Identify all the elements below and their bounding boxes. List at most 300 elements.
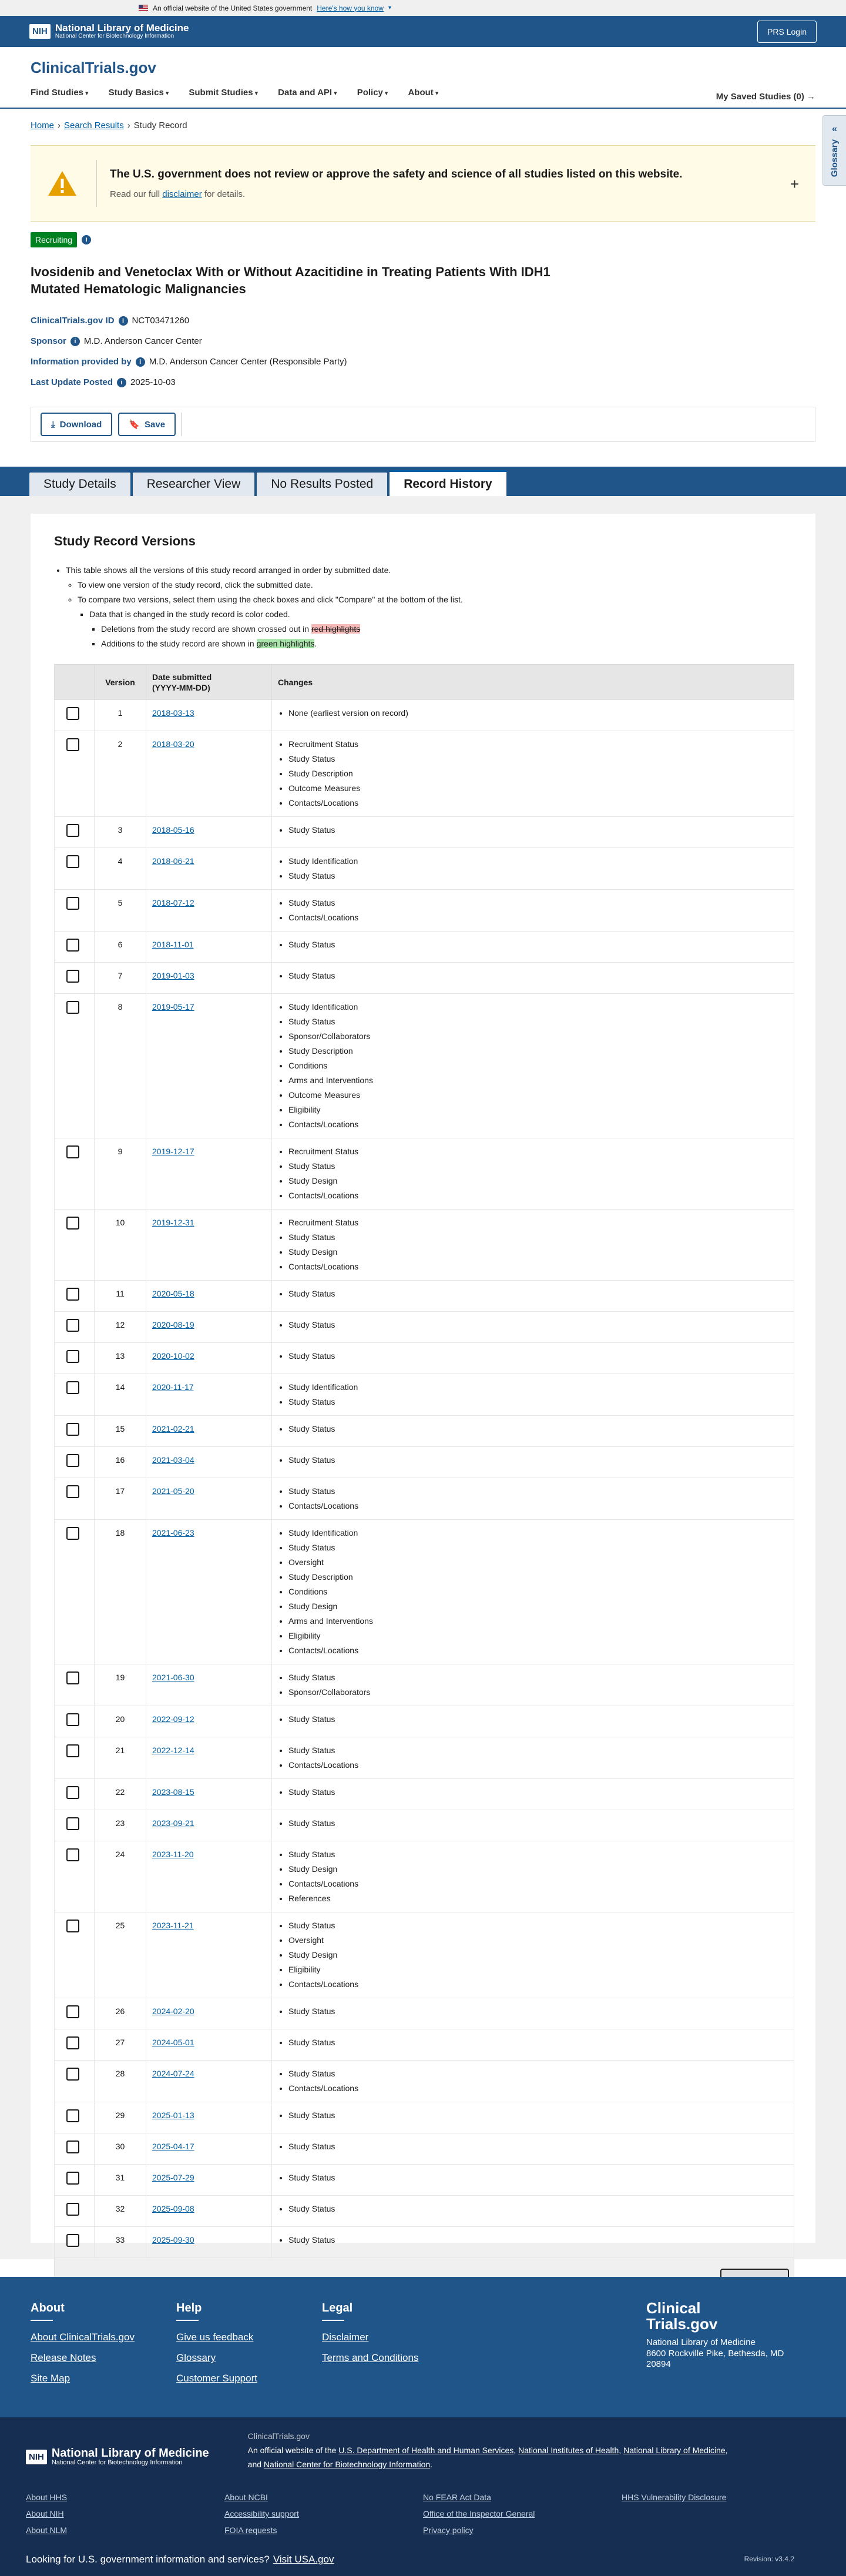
main-nav: [31, 88, 815, 98]
version-date-link[interactable]: 2018-07-12: [152, 898, 194, 908]
table-row: [55, 932, 794, 963]
version-date-link[interactable]: 2021-06-30: [152, 1673, 194, 1683]
select-cell: [55, 1706, 95, 1737]
table-header-row: [55, 665, 794, 700]
change-item: • Study Status: [288, 1318, 788, 1332]
version-date-link[interactable]: 2025-09-08: [152, 2204, 194, 2214]
table-row: [55, 2102, 794, 2133]
info-icon[interactable]: i: [136, 357, 145, 367]
table-row: [55, 1312, 794, 1343]
date-cell: [146, 1447, 272, 1478]
changes-cell: [272, 1841, 794, 1912]
nlm-footer-ct: ClinicalTrials.gov: [247, 2431, 310, 2441]
link-about-nlm[interactable]: About NLM: [26, 2525, 68, 2535]
version-checkbox[interactable]: [66, 1217, 79, 1230]
changes-cell: [272, 1281, 794, 1312]
changes-cell: [272, 1779, 794, 1810]
table-row: [55, 1810, 794, 1841]
table-row: [55, 2227, 794, 2258]
tab-researcher-view[interactable]: Researcher View: [133, 473, 255, 496]
change-item: • Study Status: [288, 752, 788, 766]
link-about-ncbi[interactable]: About NCBI: [224, 2493, 268, 2503]
date-cell: [146, 817, 272, 848]
version-number: 2: [95, 731, 146, 817]
version-date-link[interactable]: 2025-01-13: [152, 2111, 194, 2121]
version-checkbox[interactable]: [66, 2109, 79, 2122]
version-checkbox[interactable]: [66, 2068, 79, 2081]
version-checkbox[interactable]: [66, 1920, 79, 1932]
glossary-tab[interactable]: [822, 115, 846, 186]
link-vulnerability[interactable]: HHS Vulnerability Disclosure: [622, 2493, 727, 2503]
revision-text: Revision: v3.4.2: [744, 2555, 794, 2564]
version-number: 24: [95, 1841, 146, 1912]
select-cell: [55, 1281, 95, 1312]
version-date-link[interactable]: 2020-08-19: [152, 1320, 194, 1330]
alert-body: [110, 189, 683, 199]
link-foia[interactable]: FOIA requests: [224, 2525, 277, 2535]
version-checkbox[interactable]: [66, 1485, 79, 1498]
table-row: [55, 994, 794, 1138]
version-date-link[interactable]: 2022-09-12: [152, 1714, 194, 1724]
instruction-deletions: ▪ Deletions from the study record are shown crossed out in red highlights: [101, 622, 792, 637]
gov-banner-link[interactable]: Here's how you know: [317, 4, 384, 12]
meta-row-id: [31, 310, 815, 331]
disclaimer-link[interactable]: disclaimer: [162, 189, 202, 199]
main-content: [0, 120, 846, 442]
version-checkbox[interactable]: [66, 970, 79, 983]
change-item: • None (earliest version on record): [288, 706, 788, 721]
date-cell: [146, 932, 272, 963]
footer-legal-heading: Legal: [322, 2302, 468, 2315]
change-item: • Study Status: [288, 2139, 788, 2154]
change-item: • Study Status: [288, 1816, 788, 1831]
info-icon[interactable]: i: [117, 378, 126, 387]
table-row: [55, 2196, 794, 2227]
changes-cell: [272, 1138, 794, 1210]
version-date-link[interactable]: 2023-11-21: [152, 1921, 194, 1931]
version-number: 3: [95, 817, 146, 848]
prs-login-button[interactable]: PRS Login: [757, 21, 817, 43]
version-date-link[interactable]: 2024-07-24: [152, 2069, 194, 2079]
nlm-footer-logo[interactable]: [26, 2442, 209, 2471]
version-checkbox[interactable]: [66, 1319, 79, 1332]
nlm-links-col-4: [622, 2493, 820, 2542]
version-number: 29: [95, 2102, 146, 2133]
changes-cell: [272, 1520, 794, 1664]
table-row: [55, 1664, 794, 1706]
recruiting-badge: Recruiting: [31, 232, 77, 247]
table-row: [55, 1998, 794, 2029]
version-date-link[interactable]: 2019-01-03: [152, 971, 194, 981]
version-date-link[interactable]: 2022-12-14: [152, 1746, 194, 1756]
version-checkbox[interactable]: [66, 2140, 79, 2153]
save-button[interactable]: [118, 413, 176, 436]
nlm-footer: [0, 2417, 846, 2576]
version-date-link[interactable]: 2018-11-01: [152, 940, 194, 950]
version-date-link[interactable]: 2021-02-21: [152, 1424, 194, 1434]
changes-cell: [272, 817, 794, 848]
nct-id: NCT03471260: [132, 316, 190, 326]
change-item: • Contacts/Locations: [288, 1977, 788, 1992]
ncbi-link[interactable]: National Center for Biotechnology Information: [263, 2460, 431, 2470]
version-date-link[interactable]: 2025-09-30: [152, 2235, 194, 2245]
footer-link-glossary[interactable]: Glossary: [176, 2352, 216, 2364]
changes-cell: [272, 932, 794, 963]
history-title: Study Record Versions: [54, 534, 196, 549]
change-item: • Contacts/Locations: [288, 1117, 788, 1132]
version-number: 27: [95, 2029, 146, 2061]
version-date-link[interactable]: 2021-06-23: [152, 1528, 194, 1538]
link-privacy[interactable]: Privacy policy: [423, 2525, 474, 2535]
version-checkbox[interactable]: [66, 939, 79, 952]
nih-logo-box: NIH: [29, 24, 51, 39]
chevron-down-icon[interactable]: ▾: [388, 5, 391, 11]
version-date-link[interactable]: 2018-03-13: [152, 708, 194, 718]
footer-link-terms[interactable]: Terms and Conditions: [322, 2352, 419, 2364]
select-cell: [55, 1138, 95, 1210]
version-checkbox[interactable]: [66, 855, 79, 868]
version-date-link[interactable]: 2023-09-21: [152, 1818, 194, 1828]
version-date-link[interactable]: 2025-04-17: [152, 2142, 194, 2152]
version-date-link[interactable]: 2019-12-17: [152, 1147, 194, 1157]
changes-cell: [272, 1343, 794, 1374]
version-date-link[interactable]: 2023-11-20: [152, 1850, 194, 1860]
version-checkbox[interactable]: [66, 1288, 79, 1301]
change-item: • Study Status: [288, 1670, 788, 1685]
change-item: • References: [288, 1891, 788, 1906]
version-checkbox[interactable]: [66, 2036, 79, 2049]
change-item: • Study Status: [288, 869, 788, 883]
change-item: • Contacts/Locations: [288, 1188, 788, 1203]
footer-link-release-notes[interactable]: Release Notes: [31, 2352, 96, 2364]
version-number: 15: [95, 1416, 146, 1447]
change-item: • Study Identification: [288, 1380, 788, 1395]
version-checkbox[interactable]: [66, 2172, 79, 2185]
table-row: [55, 2029, 794, 2061]
date-cell: [146, 1138, 272, 1210]
change-item: • Arms and Interventions: [288, 1614, 788, 1629]
version-checkbox[interactable]: [66, 1817, 79, 1830]
footer-about: [31, 2302, 176, 2393]
version-number: 31: [95, 2165, 146, 2196]
changes-cell: [272, 1312, 794, 1343]
change-item: • Conditions: [288, 1058, 788, 1073]
table-row: [55, 1478, 794, 1520]
change-item: • Contacts/Locations: [288, 910, 788, 925]
change-item: • Study Status: [288, 2170, 788, 2185]
version-number: 6: [95, 932, 146, 963]
version-number: 30: [95, 2133, 146, 2165]
tab-study-details[interactable]: Study Details: [29, 473, 130, 496]
table-row: [55, 1281, 794, 1312]
date-cell: [146, 731, 272, 817]
download-icon: ⤓: [51, 419, 55, 430]
version-date-link[interactable]: 2020-11-17: [152, 1382, 194, 1392]
history-instructions: [54, 563, 792, 651]
change-item: • Study Status: [288, 1484, 788, 1499]
link-no-fear[interactable]: No FEAR Act Data: [423, 2493, 491, 2503]
date-cell: [146, 963, 272, 994]
info-icon[interactable]: i: [70, 337, 80, 346]
footer-brand: [646, 2300, 793, 2370]
version-date-link[interactable]: 2021-05-20: [152, 1486, 194, 1496]
version-checkbox[interactable]: [66, 1350, 79, 1363]
change-item: • Study Design: [288, 1862, 788, 1877]
footer-link-about-ct[interactable]: About ClinicalTrials.gov: [31, 2332, 135, 2343]
change-item: • Arms and Interventions: [288, 1073, 788, 1088]
info-icon[interactable]: i: [82, 235, 91, 244]
change-item: • Study Design: [288, 1599, 788, 1614]
header-changes: Changes: [272, 665, 794, 700]
version-date-link[interactable]: 2018-05-16: [152, 825, 194, 835]
table-row: [55, 1343, 794, 1374]
footer-link-support[interactable]: Customer Support: [176, 2373, 257, 2384]
version-checkbox[interactable]: [66, 1001, 79, 1014]
footer-legal: [322, 2302, 468, 2393]
version-number: 18: [95, 1520, 146, 1664]
nlm-links-col-2: [224, 2493, 423, 2542]
sponsor-label: Sponsor: [31, 336, 66, 347]
breadcrumb: [31, 120, 815, 130]
nav-study-basics[interactable]: Study Basics ▾: [109, 88, 169, 98]
nav-find-studies[interactable]: Find Studies ▾: [31, 88, 89, 98]
nih-link[interactable]: National Institutes of Health: [518, 2446, 619, 2456]
hhs-link[interactable]: U.S. Department of Health and Human Services: [338, 2446, 514, 2456]
table-row: [55, 1912, 794, 1998]
version-number: 8: [95, 994, 146, 1138]
instruction-additions: ▪ Additions to the study record are shown in green highlights.: [101, 637, 792, 651]
table-row: [55, 963, 794, 994]
version-number: 23: [95, 1810, 146, 1841]
select-cell: [55, 1416, 95, 1447]
date-cell: [146, 2227, 272, 2258]
changes-cell: [272, 2165, 794, 2196]
change-item: • Study Status: [288, 1918, 788, 1933]
change-item: • Study Status: [288, 823, 788, 838]
changes-cell: [272, 1810, 794, 1841]
nav-about[interactable]: About ▾: [408, 88, 438, 98]
changes-cell: [272, 731, 794, 817]
select-cell: [55, 2102, 95, 2133]
bookmark-icon: 🔖: [129, 420, 140, 430]
change-item: • Study Status: [288, 2004, 788, 2019]
version-date-link[interactable]: 2021-03-04: [152, 1455, 194, 1465]
version-date-link[interactable]: 2023-08-15: [152, 1787, 194, 1797]
alert-body-prefix: Read our full: [110, 189, 160, 199]
version-number: 33: [95, 2227, 146, 2258]
changes-cell: [272, 2133, 794, 2165]
change-item: • Study Description: [288, 1044, 788, 1058]
change-item: • Eligibility: [288, 1103, 788, 1117]
version-checkbox[interactable]: [66, 1713, 79, 1726]
change-item: • Outcome Measures: [288, 1088, 788, 1103]
version-number: 16: [95, 1447, 146, 1478]
version-number: 10: [95, 1210, 146, 1281]
change-item: • Recruitment Status: [288, 737, 788, 752]
breadcrumb-search-results[interactable]: Search Results: [64, 120, 124, 130]
date-cell: [146, 994, 272, 1138]
version-checkbox[interactable]: [66, 2005, 79, 2018]
table-row: [55, 1447, 794, 1478]
version-date-link[interactable]: 2020-10-02: [152, 1351, 194, 1361]
change-item: • Oversight: [288, 1933, 788, 1948]
select-cell: [55, 2133, 95, 2165]
version-checkbox[interactable]: [66, 1786, 79, 1799]
version-number: 12: [95, 1312, 146, 1343]
version-number: 25: [95, 1912, 146, 1998]
table-row: [55, 700, 794, 731]
table-row: [55, 1737, 794, 1779]
expand-plus-icon[interactable]: +: [790, 175, 799, 193]
select-cell: [55, 1841, 95, 1912]
link-about-hhs[interactable]: About HHS: [26, 2493, 68, 2503]
version-date-link[interactable]: 2019-12-31: [152, 1218, 194, 1228]
version-checkbox[interactable]: [66, 1423, 79, 1436]
change-item: • Study Status: [288, 2035, 788, 2050]
link-inspector-general[interactable]: Office of the Inspector General: [423, 2509, 535, 2519]
select-cell: [55, 1447, 95, 1478]
link-about-nih[interactable]: About NIH: [26, 2509, 64, 2519]
version-checkbox[interactable]: [66, 1527, 79, 1540]
changes-cell: [272, 1447, 794, 1478]
version-number: 4: [95, 848, 146, 890]
change-item: • Study Identification: [288, 854, 788, 869]
change-item: • Study Design: [288, 1174, 788, 1188]
save-label: Save: [145, 419, 166, 430]
select-cell: [55, 848, 95, 890]
change-item: • Study Status: [288, 896, 788, 910]
change-item: • Study Status: [288, 2066, 788, 2081]
date-cell: [146, 1374, 272, 1416]
version-number: 5: [95, 890, 146, 932]
status-row: [31, 232, 815, 247]
version-number: 19: [95, 1664, 146, 1706]
change-item: • Eligibility: [288, 1629, 788, 1643]
date-cell: [146, 2165, 272, 2196]
nlm-logo[interactable]: [29, 23, 189, 40]
date-cell: [146, 1281, 272, 1312]
nlm-link[interactable]: National Library of Medicine: [623, 2446, 726, 2456]
version-date-link[interactable]: 2024-02-20: [152, 2006, 194, 2016]
change-item: • Study Status: [288, 1712, 788, 1727]
version-date-link[interactable]: 2025-07-29: [152, 2173, 194, 2183]
table-row: [55, 848, 794, 890]
header-version: Version: [95, 665, 146, 700]
select-cell: [55, 2227, 95, 2258]
nav-policy[interactable]: Policy ▾: [357, 88, 388, 98]
version-date-link[interactable]: 2024-05-01: [152, 2038, 194, 2048]
nav-data-api[interactable]: Data and API ▾: [278, 88, 337, 98]
changes-cell: [272, 1374, 794, 1416]
changes-cell: [272, 1706, 794, 1737]
tab-no-results-posted[interactable]: No Results Posted: [257, 473, 387, 496]
change-item: • Outcome Measures: [288, 781, 788, 796]
download-button[interactable]: [41, 413, 112, 436]
version-checkbox[interactable]: [66, 738, 79, 751]
footer-help-heading: Help: [176, 2302, 322, 2315]
change-item: • Contacts/Locations: [288, 796, 788, 810]
link-accessibility[interactable]: Accessibility support: [224, 2509, 299, 2519]
official-website-text: ClinicalTrials.gov An official website of the U.S. Department of Health and Human Services, National Institutes of Health, National Library of Medicine, and National Center for Biotechnology Information.: [248, 2429, 800, 2471]
change-item: • Study Design: [288, 1245, 788, 1259]
select-cell: [55, 1664, 95, 1706]
version-number: 13: [95, 1343, 146, 1374]
nav-submit-studies[interactable]: Submit Studies ▾: [189, 88, 258, 98]
instruction-view: ◦ To view one version of the study record, click the submitted date.: [78, 578, 792, 592]
version-checkbox[interactable]: [66, 1744, 79, 1757]
table-row: [55, 1416, 794, 1447]
glossary-label: Glossary: [830, 139, 840, 177]
version-checkbox[interactable]: [66, 1671, 79, 1684]
version-checkbox[interactable]: [66, 897, 79, 910]
date-cell: [146, 700, 272, 731]
version-checkbox[interactable]: [66, 1454, 79, 1467]
date-cell: [146, 2029, 272, 2061]
version-date-link[interactable]: 2019-05-17: [152, 1002, 194, 1012]
select-cell: [55, 731, 95, 817]
version-checkbox[interactable]: [66, 2203, 79, 2216]
change-item: • Study Status: [288, 2108, 788, 2123]
version-checkbox[interactable]: [66, 2234, 79, 2247]
info-icon[interactable]: i: [119, 316, 128, 326]
footer-link-disclaimer[interactable]: Disclaimer: [322, 2332, 369, 2343]
change-item: • Study Status: [288, 2202, 788, 2216]
tab-record-history[interactable]: Record History: [390, 470, 506, 496]
version-checkbox[interactable]: [66, 1145, 79, 1158]
gov-banner-text: An official website of the United States government: [153, 4, 313, 12]
updated-label: Last Update Posted: [31, 377, 113, 388]
footer-help: [176, 2302, 322, 2393]
table-row: [55, 1138, 794, 1210]
change-item: • Sponsor/Collaborators: [288, 1685, 788, 1700]
version-checkbox[interactable]: [66, 707, 79, 720]
date-cell: [146, 1664, 272, 1706]
usa-gov-link[interactable]: Visit USA.gov: [273, 2554, 334, 2565]
table-row: [55, 817, 794, 848]
green-highlight-sample: green highlights: [256, 639, 315, 649]
footer-link-site-map[interactable]: Site Map: [31, 2373, 70, 2384]
breadcrumb-home[interactable]: Home: [31, 120, 55, 130]
select-cell: [55, 1374, 95, 1416]
date-cell: [146, 2196, 272, 2227]
version-number: 14: [95, 1374, 146, 1416]
table-row: [55, 1374, 794, 1416]
version-date-link[interactable]: 2018-03-20: [152, 739, 194, 749]
changes-cell: [272, 1478, 794, 1520]
select-cell: [55, 932, 95, 963]
version-checkbox[interactable]: [66, 1848, 79, 1861]
table-row: [55, 2133, 794, 2165]
version-date-link[interactable]: 2020-05-18: [152, 1289, 194, 1299]
nlm-footer-name: National Library of Medicine: [51, 2447, 209, 2460]
version-checkbox[interactable]: [66, 1381, 79, 1394]
select-cell: [55, 1343, 95, 1374]
changes-cell: [272, 890, 794, 932]
version-number: 32: [95, 2196, 146, 2227]
version-checkbox[interactable]: [66, 824, 79, 837]
versions-table-body: [55, 700, 794, 2258]
date-cell: [146, 1312, 272, 1343]
version-date-link[interactable]: 2018-06-21: [152, 856, 194, 866]
footer-link-feedback[interactable]: Give us feedback: [176, 2332, 254, 2343]
change-item: • Study Status: [288, 937, 788, 952]
select-cell: [55, 700, 95, 731]
footer-brand-name[interactable]: Clinical Trials.gov: [646, 2299, 718, 2333]
site-title[interactable]: ClinicalTrials.gov: [31, 59, 156, 76]
select-cell: [55, 2196, 95, 2227]
saved-studies-link[interactable]: My Saved Studies (0) →: [716, 92, 815, 102]
study-tabs: [0, 467, 846, 496]
